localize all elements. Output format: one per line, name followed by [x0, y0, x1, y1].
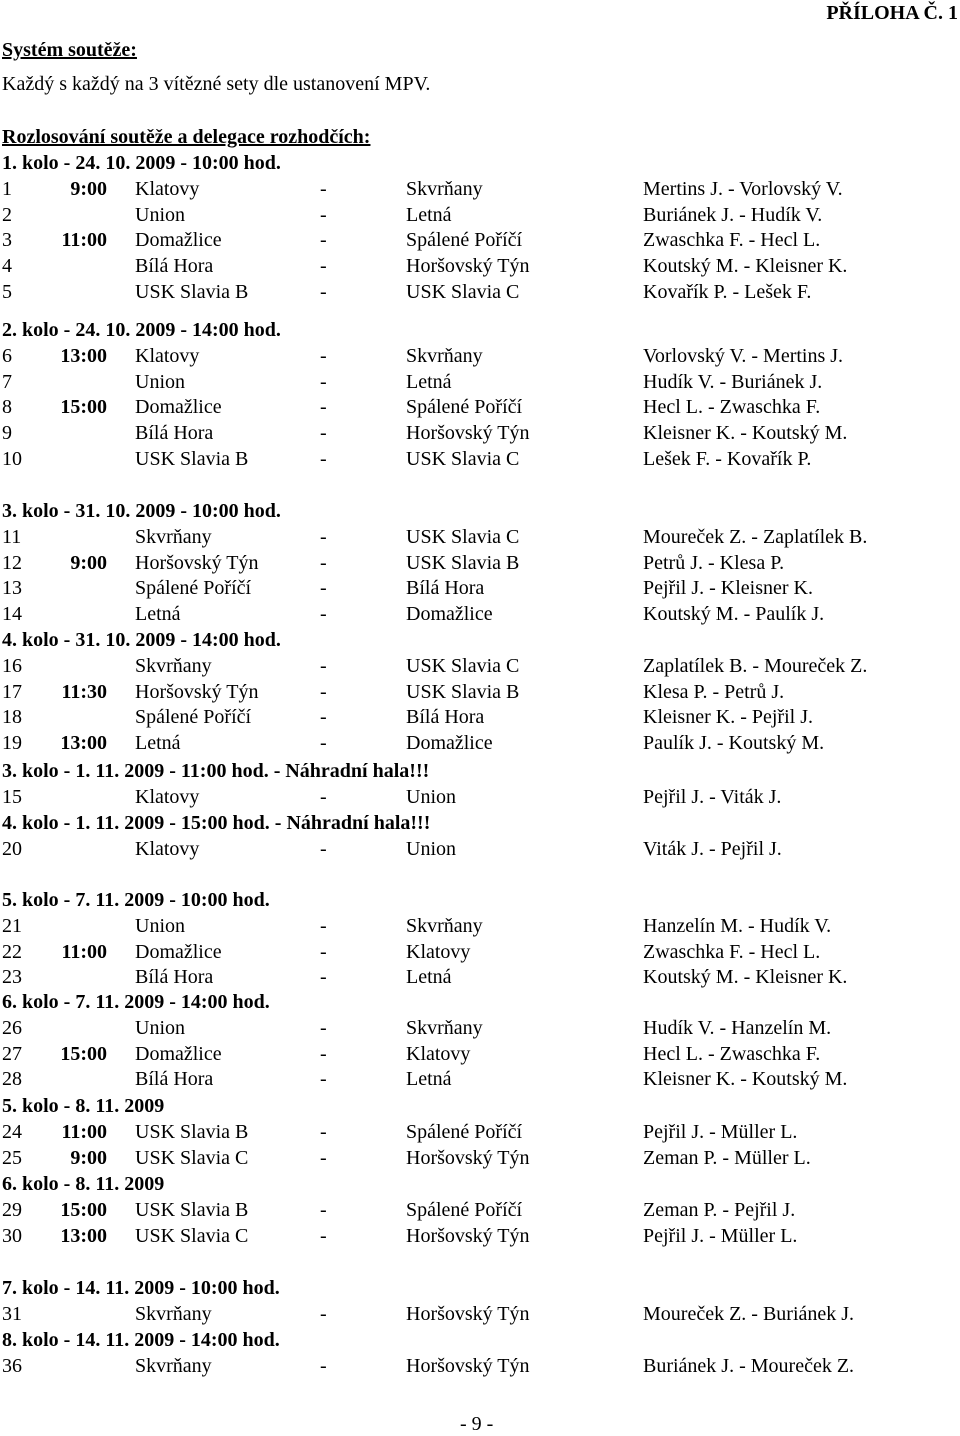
match-row [0, 525, 960, 551]
match-number: 28 [2, 1068, 22, 1091]
separator: - [320, 1068, 327, 1091]
match-time: 13:00 [60, 732, 107, 755]
home-team: Union [135, 1016, 185, 1039]
referees: Zeman P. - Müller L. [643, 1146, 811, 1169]
referees: Moureček Z. - Zaplatílek B. [643, 525, 868, 548]
home-team: Skvrňany [135, 654, 212, 677]
home-team: Domažlice [135, 1042, 222, 1065]
match-number: 15 [2, 785, 22, 808]
home-team: Union [135, 203, 185, 226]
referees: Hecl L. - Zwaschka F. [643, 1042, 821, 1065]
separator: - [320, 914, 327, 937]
home-team: USK Slavia B [135, 281, 249, 303]
away-team: Domažlice [406, 603, 493, 626]
home-team: USK Slavia B [135, 1198, 249, 1221]
separator: - [320, 448, 327, 470]
match-number: 21 [2, 914, 22, 937]
home-team: Klatovy [135, 837, 200, 860]
home-team: USK Slavia B [135, 1120, 249, 1143]
away-team: Spálené Poříčí [406, 229, 523, 252]
separator: - [320, 603, 327, 626]
match-number: 9 [2, 422, 12, 445]
match-time: 15:00 [60, 1042, 107, 1065]
referees: Hudík V. - Hanzelín M. [643, 1016, 832, 1039]
match-number: 17 [2, 680, 22, 703]
match-number: 4 [2, 255, 12, 278]
home-team: Klatovy [135, 177, 200, 200]
separator: - [320, 525, 327, 548]
away-team: USK Slavia C [406, 448, 520, 470]
match-row [0, 177, 960, 203]
match-number: 19 [2, 732, 22, 755]
referees: Hudík V. - Buriánek J. [643, 370, 823, 393]
match-row [0, 602, 960, 628]
away-team: USK Slavia C [406, 281, 520, 303]
away-team: Klatovy [406, 1042, 471, 1065]
home-team: Domažlice [135, 396, 222, 419]
system-text: Každý s každý na 3 vítězné sety dle ustanovení MPV. [2, 73, 431, 95]
home-team: Skvrňany [135, 1354, 212, 1377]
home-team: Bílá Hora [135, 966, 214, 989]
home-team: Skvrňany [135, 1302, 212, 1325]
away-team: Spálené Poříčí [406, 1120, 523, 1143]
referees: Zwaschka F. - Hecl L. [643, 229, 821, 252]
round-heading: 8. kolo - 14. 11. 2009 - 14:00 hod. [2, 1329, 280, 1351]
referees: Buriánek J. - Hudík V. [643, 203, 823, 226]
match-row [0, 1198, 960, 1224]
match-number: 24 [2, 1120, 22, 1143]
separator: - [320, 1146, 327, 1169]
match-row [0, 421, 960, 447]
match-row [0, 1224, 960, 1250]
match-number: 8 [2, 396, 12, 419]
match-row [0, 1146, 960, 1172]
home-team: Horšovský Týn [135, 551, 259, 574]
referees: Zeman P. - Pejřil J. [643, 1198, 796, 1221]
match-number: 18 [2, 706, 22, 729]
match-row [0, 228, 960, 254]
referees: Kleisner K. - Koutský M. [643, 1068, 848, 1091]
separator: - [320, 344, 327, 367]
referees: Koutský M. - Kleisner K. [643, 966, 848, 989]
match-number: 22 [2, 940, 22, 963]
match-number: 13 [2, 577, 22, 600]
match-time: 9:00 [70, 177, 107, 200]
referees: Koutský M. - Paulík J. [643, 603, 825, 626]
separator: - [320, 1042, 327, 1065]
round-heading: 4. kolo - 1. 11. 2009 - 15:00 hod. - Náhradní hala!!! [2, 812, 431, 834]
match-time: 9:00 [70, 551, 107, 574]
separator: - [320, 1198, 327, 1221]
match-number: 7 [2, 370, 12, 393]
match-number: 36 [2, 1354, 22, 1377]
match-time: 11:00 [61, 940, 107, 963]
away-team: Spálené Poříčí [406, 396, 523, 419]
match-number: 29 [2, 1198, 22, 1221]
away-team: USK Slavia B [406, 680, 520, 703]
round-heading: 7. kolo - 14. 11. 2009 - 10:00 hod. [2, 1277, 280, 1299]
match-row [0, 965, 960, 991]
separator: - [320, 785, 327, 808]
match-number: 11 [2, 525, 22, 548]
away-team: Bílá Hora [406, 706, 485, 729]
match-row [0, 1120, 960, 1146]
match-row [0, 705, 960, 731]
match-row [0, 1016, 960, 1042]
match-number: 10 [2, 448, 22, 470]
match-row [0, 1042, 960, 1068]
away-team: Horšovský Týn [406, 1224, 530, 1247]
referees: Pejřil J. - Müller L. [643, 1224, 798, 1247]
match-time: 9:00 [70, 1146, 107, 1169]
away-team: USK Slavia C [406, 654, 520, 677]
separator: - [320, 837, 327, 860]
match-row [0, 837, 960, 863]
page-number: - 9 - [460, 1413, 494, 1435]
match-row [0, 914, 960, 940]
away-team: Letná [406, 203, 452, 226]
separator: - [320, 577, 327, 600]
referees: Vorlovský V. - Mertins J. [643, 344, 844, 367]
home-team: Horšovský Týn [135, 680, 259, 703]
round-heading: 6. kolo - 8. 11. 2009 [2, 1173, 165, 1195]
separator: - [320, 680, 327, 703]
separator: - [320, 1224, 327, 1247]
match-time: 13:00 [60, 1224, 107, 1247]
away-team: Skvrňany [406, 914, 483, 937]
match-row [0, 940, 960, 966]
match-number: 3 [2, 229, 12, 252]
match-time: 11:00 [61, 1120, 107, 1143]
round-heading: 5. kolo - 8. 11. 2009 [2, 1095, 165, 1117]
home-team: Domažlice [135, 229, 222, 252]
match-time: 11:30 [61, 680, 107, 703]
away-team: Horšovský Týn [406, 422, 530, 445]
match-row [0, 576, 960, 602]
separator: - [320, 370, 327, 393]
match-number: 2 [2, 203, 12, 226]
referees: Zwaschka F. - Hecl L. [643, 940, 821, 963]
home-team: Klatovy [135, 785, 200, 808]
referees: Koutský M. - Kleisner K. [643, 255, 848, 278]
separator: - [320, 940, 327, 963]
separator: - [320, 229, 327, 252]
referees: Petrů J. - Klesa P. [643, 551, 785, 574]
away-team: Bílá Hora [406, 577, 485, 600]
home-team: Domažlice [135, 940, 222, 963]
round-heading: 3. kolo - 1. 11. 2009 - 11:00 hod. - Náhradní hala!!! [2, 760, 430, 782]
home-team: Union [135, 914, 185, 937]
match-number: 27 [2, 1042, 22, 1065]
match-number: 25 [2, 1146, 22, 1169]
away-team: Klatovy [406, 940, 471, 963]
referees: Pejřil J. - Müller L. [643, 1120, 798, 1143]
referees: Moureček Z. - Buriánek J. [643, 1302, 855, 1325]
round-heading: 5. kolo - 7. 11. 2009 - 10:00 hod. [2, 889, 270, 911]
home-team: Letná [135, 603, 181, 626]
separator: - [320, 1120, 327, 1143]
match-row [0, 680, 960, 706]
separator: - [320, 1354, 327, 1377]
referees: Buriánek J. - Moureček Z. [643, 1354, 855, 1377]
home-team: USK Slavia B [135, 448, 249, 470]
home-team: USK Slavia C [135, 1224, 249, 1247]
system-title: Systém soutěže: [2, 39, 137, 61]
separator: - [320, 281, 327, 303]
away-team: Letná [406, 370, 452, 393]
round-heading: 6. kolo - 7. 11. 2009 - 14:00 hod. [2, 991, 270, 1013]
referees: Kleisner K. - Koutský M. [643, 422, 848, 445]
match-row [0, 785, 960, 811]
match-row [0, 654, 960, 680]
referees: Zaplatílek B. - Moureček Z. [643, 654, 868, 677]
match-number: 5 [2, 281, 12, 303]
draw-title: Rozlosování soutěže a delegace rozhodčích: [2, 126, 371, 148]
match-row [0, 551, 960, 577]
away-team: Horšovský Týn [406, 1354, 530, 1377]
match-number: 14 [2, 603, 22, 626]
match-time: 13:00 [60, 344, 107, 367]
referees: Pejřil J. - Viták J. [643, 785, 782, 808]
separator: - [320, 706, 327, 729]
separator: - [320, 732, 327, 755]
match-row [0, 280, 960, 306]
separator: - [320, 255, 327, 278]
match-number: 26 [2, 1016, 22, 1039]
separator: - [320, 422, 327, 445]
match-number: 16 [2, 654, 22, 677]
separator: - [320, 203, 327, 226]
away-team: USK Slavia C [406, 525, 520, 548]
match-row [0, 447, 960, 473]
match-row [0, 1302, 960, 1328]
away-team: Union [406, 837, 456, 860]
match-number: 1 [2, 177, 12, 200]
match-number: 6 [2, 344, 12, 367]
home-team: Bílá Hora [135, 255, 214, 278]
away-team: Letná [406, 1068, 452, 1091]
match-number: 31 [2, 1302, 22, 1325]
home-team: Letná [135, 732, 181, 755]
separator: - [320, 1302, 327, 1325]
match-time: 11:00 [61, 229, 107, 252]
referees: Mertins J. - Vorlovský V. [643, 177, 843, 200]
referees: Paulík J. - Koutský M. [643, 732, 825, 755]
separator: - [320, 551, 327, 574]
away-team: Horšovský Týn [406, 255, 530, 278]
away-team: Horšovský Týn [406, 1146, 530, 1169]
referees: Lešek F. - Kovařík P. [643, 448, 812, 470]
round-heading: 1. kolo - 24. 10. 2009 - 10:00 hod. [2, 152, 281, 174]
separator: - [320, 966, 327, 989]
home-team: USK Slavia C [135, 1146, 249, 1169]
referees: Kleisner K. - Pejřil J. [643, 706, 813, 729]
home-team: Klatovy [135, 344, 200, 367]
separator: - [320, 654, 327, 677]
home-team: Spálené Poříčí [135, 706, 252, 729]
away-team: Skvrňany [406, 177, 483, 200]
match-row [0, 395, 960, 421]
home-team: Spálené Poříčí [135, 577, 252, 600]
match-row [0, 254, 960, 280]
referees: Hecl L. - Zwaschka F. [643, 396, 821, 419]
separator: - [320, 396, 327, 419]
away-team: Letná [406, 966, 452, 989]
referees: Pejřil J. - Kleisner K. [643, 577, 813, 600]
away-team: Domažlice [406, 732, 493, 755]
referees: Klesa P. - Petrů J. [643, 680, 785, 703]
round-heading: 4. kolo - 31. 10. 2009 - 14:00 hod. [2, 629, 281, 651]
away-team: Spálené Poříčí [406, 1198, 523, 1221]
home-team: Skvrňany [135, 525, 212, 548]
match-number: 20 [2, 837, 22, 860]
annex-label: PŘÍLOHA Č. 1 [826, 2, 958, 24]
away-team: Skvrňany [406, 1016, 483, 1039]
referees: Hanzelín M. - Hudík V. [643, 914, 832, 937]
round-heading: 2. kolo - 24. 10. 2009 - 14:00 hod. [2, 319, 281, 341]
match-number: 23 [2, 966, 22, 989]
away-team: Union [406, 785, 456, 808]
match-time: 15:00 [60, 1198, 107, 1221]
match-number: 30 [2, 1224, 22, 1247]
match-row [0, 203, 960, 229]
away-team: Horšovský Týn [406, 1302, 530, 1325]
home-team: Bílá Hora [135, 1068, 214, 1091]
match-row [0, 370, 960, 396]
match-row [0, 1354, 960, 1380]
referees: Kovařík P. - Lešek F. [643, 281, 812, 303]
separator: - [320, 177, 327, 200]
home-team: Union [135, 370, 185, 393]
match-number: 12 [2, 551, 22, 574]
separator: - [320, 1016, 327, 1039]
away-team: Skvrňany [406, 344, 483, 367]
round-heading: 3. kolo - 31. 10. 2009 - 10:00 hod. [2, 500, 281, 522]
referees: Viták J. - Pejřil J. [643, 837, 782, 860]
home-team: Bílá Hora [135, 422, 214, 445]
match-row [0, 731, 960, 757]
match-row [0, 344, 960, 370]
match-time: 15:00 [60, 396, 107, 419]
away-team: USK Slavia B [406, 551, 520, 574]
match-row [0, 1067, 960, 1093]
